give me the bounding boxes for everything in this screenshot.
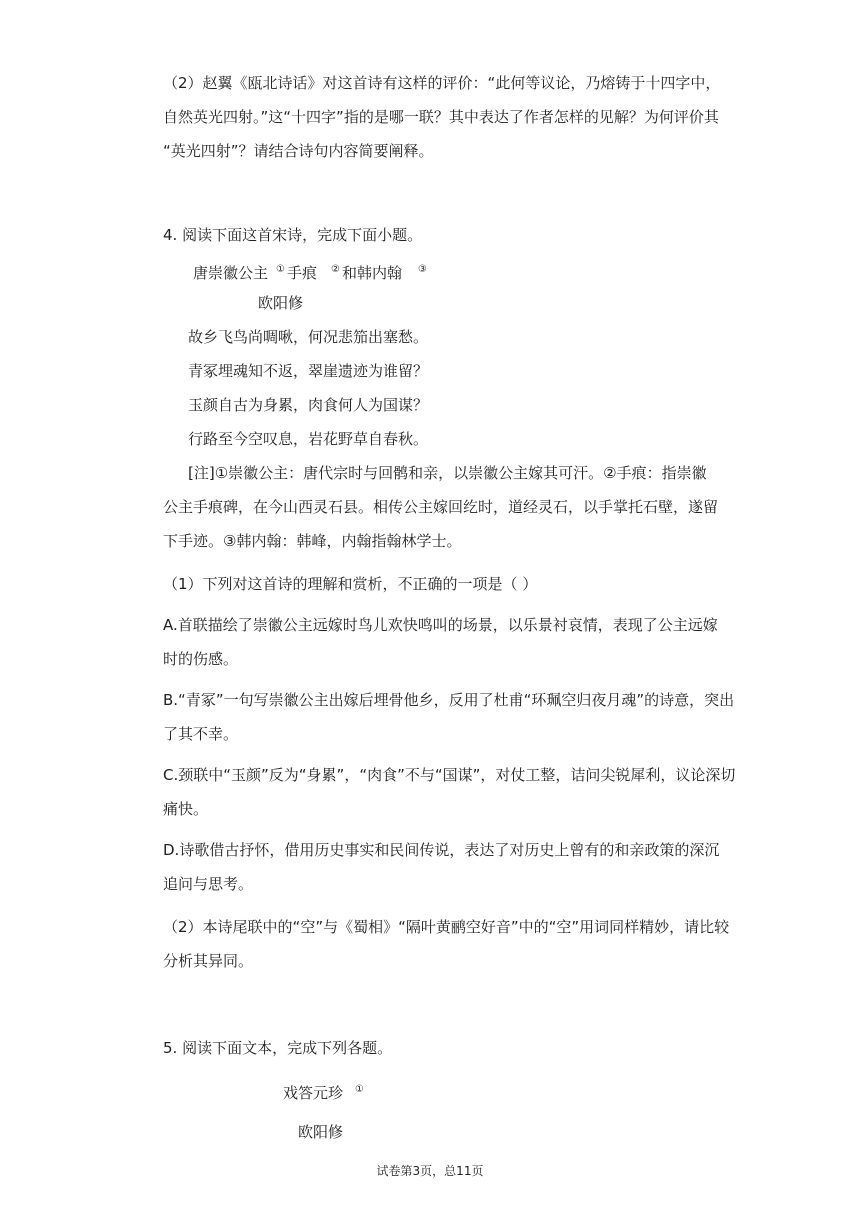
footnote-mark-2: ② bbox=[331, 264, 340, 275]
poem-line-3: 玉颜自古为身累，肉食何人为国谋？ bbox=[188, 396, 429, 414]
poem-line-2: 青冢埋魂知不返，翠崖遗迹为谁留？ bbox=[188, 362, 429, 380]
option-b-line-2: 了其不幸。 bbox=[163, 725, 239, 743]
note-line-2: 公主手痕碑，在今山西灵石县。相传公主嫁回纥时，道经灵石，以手掌托石壁，遂留 bbox=[163, 498, 719, 516]
q4-intro: 4. 阅读下面这首宋诗，完成下面小题。 bbox=[163, 226, 423, 244]
footnote-mark-3: ③ bbox=[417, 264, 427, 275]
option-d-line-1: D.诗歌借古抒怀，借用历史事实和民间传说，表达了对历史上曾有的和亲政策的深沉 bbox=[163, 841, 720, 859]
option-c-line-2: 痛快。 bbox=[163, 800, 209, 818]
poem-title-part3: 和韩内翰 bbox=[341, 264, 402, 282]
note-line-3: 下手迹。③韩内翰：韩峰，内翰指翰林学士。 bbox=[163, 532, 462, 550]
poem-title-part1: 唐崇徽公主 bbox=[193, 264, 269, 282]
q3-line-3: “英光四射”？请结合诗句内容简要阐释。 bbox=[163, 142, 434, 160]
poem-author: 欧阳修 bbox=[258, 294, 304, 312]
page-footer: 试卷第3页，总11页 bbox=[376, 1164, 484, 1178]
sub-question-2-line-2: 分析其异同。 bbox=[163, 952, 254, 970]
option-b-line-1: B.“青冢”一句写崇徽公主出嫁后埋骨他乡，反用了杜甫“环珮空归夜月魂”的诗意，突出 bbox=[163, 691, 735, 709]
option-d-line-2: 追问与思考。 bbox=[163, 875, 254, 893]
sub-question-2-line-1: （2）本诗尾联中的“空”与《蜀相》“隔叶黄鹂空好音”中的“空”用词同样精妙，请比较 bbox=[163, 918, 730, 936]
q5-footnote-mark-1: ① bbox=[355, 1084, 364, 1095]
q5-intro: 5. 阅读下面文本，完成下列各题。 bbox=[163, 1039, 393, 1057]
poem-line-4: 行路至今空叹息，岩花野草自春秋。 bbox=[188, 430, 429, 448]
note-line-1: [注]①崇徽公主：唐代宗时与回鹘和亲，以崇徽公主嫁其可汗。②手痕：指崇徽 bbox=[188, 464, 707, 482]
q5-poem-title bbox=[283, 1080, 366, 1103]
q5-poem-title-text: 戏答元珍 bbox=[283, 1084, 344, 1102]
footnote-mark-1: ① bbox=[276, 264, 285, 275]
option-c-line-1: C.颈联中“玉颜”反为“身累”，“肉食”不与“国谋”，对仗工整，诘问尖锐犀利，议论深切 bbox=[163, 766, 736, 784]
poem-title bbox=[193, 260, 429, 283]
q3-line-2: 自然英光四射。”这“十四字”指的是哪一联？其中表达了作者怎样的见解？为何评价其 bbox=[163, 108, 719, 126]
sub-question-1: （1）下列对这首诗的理解和赏析，不正确的一项是（ ） bbox=[163, 575, 538, 593]
q3-line-1: （2）赵翼《瓯北诗话》对这首诗有这样的评价：“此何等议论，乃熔铸于十四字中， bbox=[163, 74, 721, 92]
poem-title-part2: 手痕 bbox=[286, 264, 317, 282]
option-a-line-1: A.首联描绘了崇徽公主远嫁时鸟儿欢快鸣叫的场景，以乐景衬哀情，表现了公主远嫁 bbox=[163, 616, 718, 634]
q5-poem-author: 欧阳修 bbox=[298, 1123, 344, 1141]
option-a-line-2: 时的伤感。 bbox=[163, 650, 239, 668]
poem-line-1: 故乡飞鸟尚啁啾，何况悲笳出塞愁。 bbox=[188, 328, 429, 346]
